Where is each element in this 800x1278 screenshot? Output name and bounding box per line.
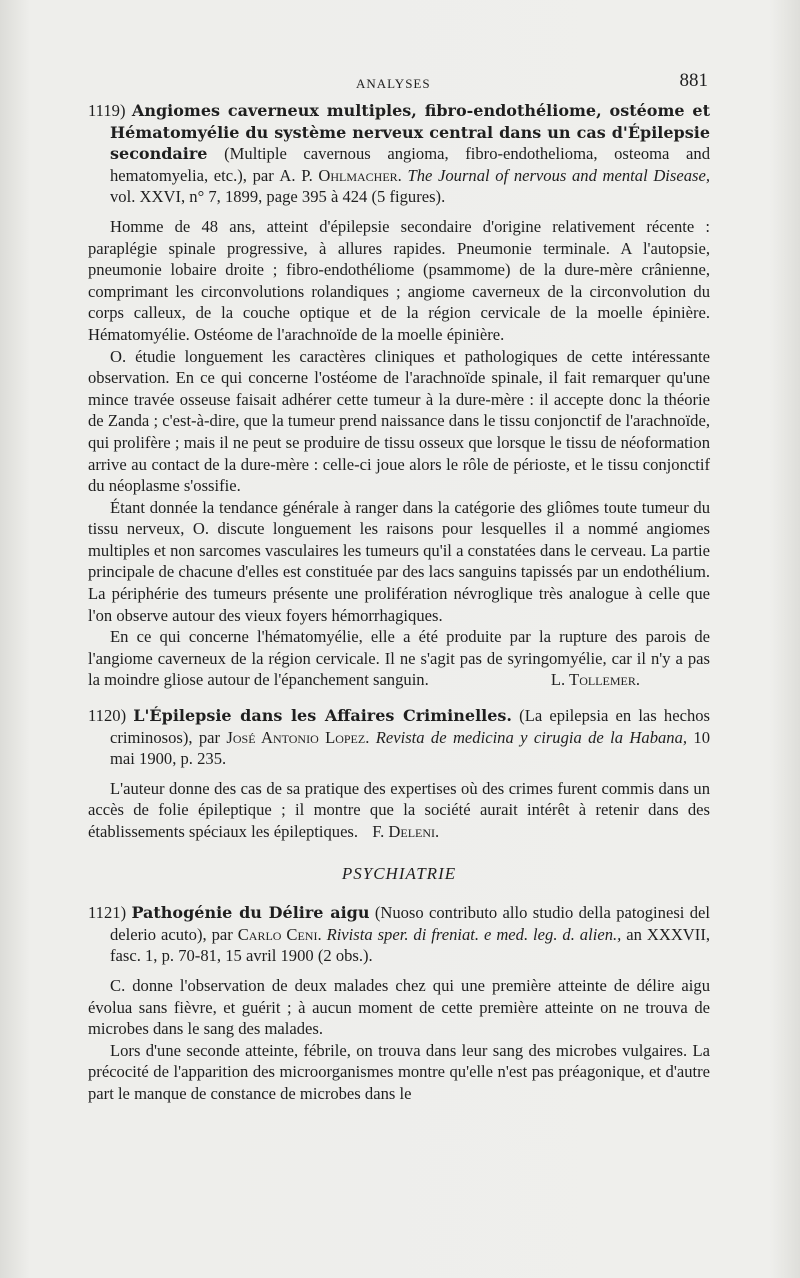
- page-body: [88, 100, 710, 1117]
- entry-number: 1121): [88, 903, 127, 923]
- page-number: 881: [679, 70, 708, 91]
- signature: F. Deleni.: [372, 822, 440, 841]
- entry-journal: Revista de medicina y cirugia de la Habana,: [375, 727, 688, 747]
- entry-1120: [88, 705, 710, 843]
- entry-1119: [88, 100, 710, 691]
- entry-author: A. P. Ohlmacher.: [279, 165, 402, 185]
- running-title: ANALYSES: [356, 76, 431, 91]
- paragraph: Homme de 48 ans, atteint d'épilepsie secondaire d'origine relativement récente : paraplégie spinale progressive, à allures rapides. Pneumonie terminale. A l'autopsie, pneumonie lobaire droite ; fibro-endothéliome (psammome) de la dure-mère crânienne, comprimant les circonvolutions rolandiques ; angiome caverneux de la circonvolution du corps calleux, de la couche optique et de la région cervicale de la moelle épinière. Hématomyélie. Ostéome de l'arachnoïde de la moelle épinière.: [88, 216, 710, 344]
- entry-journal: The Journal of nervous and mental Disease,: [407, 165, 710, 185]
- entry-1121: [88, 902, 710, 1104]
- paragraph-text: En ce qui concerne l'hématomyélie, elle a été produite par la rupture des parois de l'angiome caverneux de la région cervicale. Il ne s'agit pas de syringomyélie, car il n'y a pas la moindre gliose autour de l'épanchement sanguin.: [88, 627, 710, 690]
- entry-title: Pathogénie du Délire aigu: [131, 903, 370, 923]
- entry-subtitle: (Multiple cavernous angioma, fibro-endothelioma, osteoma and hematomyelia, etc.), par: [110, 144, 711, 185]
- paragraph: C. donne l'observation de deux malades chez qui une première atteinte de délire aigu évolua sans fièvre, et guérit ; à aucun moment de cette première atteinte on ne trouva de microbes dans le sang des malades.: [88, 975, 710, 1039]
- running-head: [88, 70, 708, 100]
- paragraph: Lors d'une seconde atteinte, fébrile, on trouva dans leur sang des microbes vulgaires. La précocité de l'apparition des microorganismes montre qu'elle n'est pas préagonique, et d'autre part le manque de constance de microbes dans le: [88, 1040, 710, 1103]
- entry-title: Angiomes caverneux multiples, fibro-endothéliome, ostéome et Hématomyélie du système nerveux central dans un cas d'Épilepsie secondaire: [110, 101, 710, 164]
- entry-author: Carlo Ceni.: [237, 924, 322, 944]
- entry-subtitle: (Nuoso contributo allo studio della patoginesi del delerio acuto), par: [110, 903, 710, 944]
- paragraph: [88, 626, 710, 691]
- paragraph-text: L'auteur donne des cas de sa pratique des expertises où des crimes furent commis dans un accès de folie épileptique ; il montre que la société aurait intérêt à retenir dans des établissements spéciaux les épileptiques.: [88, 778, 710, 841]
- entry-citation: vol. XXVI, n° 7, 1899, page 395 à 424 (5 figures).: [110, 187, 446, 207]
- paragraph: Étant donnée la tendance générale à ranger dans la catégorie des gliômes toute tumeur du tissu nerveux, O. discute longuement les raisons pour lesquelles il a nommé angiomes multiples et non sarcomes vasculaires les tumeurs qu'il a constatées dans le cerveau. La partie principale de chacune d'elles est constituée par des lacs sanguins tapissés par un endothélium. La périphérie des tumeurs présente une prolifération névroglique très analogue à celle que l'on observe autour des vieux foyers hémorrhagiques.: [88, 497, 710, 625]
- entry-number: 1119): [88, 101, 126, 120]
- entry-journal: Rivista sper. di freniat. e med. leg. d. alien.,: [326, 924, 622, 944]
- entry-subtitle: (La epilepsia en las hechos criminosos), par: [110, 706, 710, 747]
- entry-citation: an XXXVII, fasc. 1, p. 70-81, 15 avril 1900 (2 obs.).: [110, 924, 710, 966]
- signature: L. Tollemer.: [550, 670, 640, 690]
- entry-citation: 10 mai 1900, p. 235.: [110, 727, 710, 769]
- entry-heading: [88, 100, 710, 208]
- paragraph: O. étudie longuement les caractères cliniques et pathologiques de cette intéressante observation. En ce qui concerne l'ostéome de l'arachnoïde spinale, il fait remarquer qu'une mince travée osseuse faisait adhérer cette tumeur à la dure-mère : il accepte donc la théorie de Zanda ; c'est-à-dire, que la tumeur prend naissance dans le tissu conjonctif de l'arachnoïde, qui prolifère ; mais il ne peut se produire de tissu osseux que lorsque le tissu de néoformation arrive au contact de la dure-mère : celle-ci joue alors le rôle de périoste, et le tissu conjonctif du néoplasme s'ossifie.: [88, 346, 710, 496]
- section-title: PSYCHIATRIE: [341, 863, 457, 883]
- entry-author: José Antonio Lopez.: [226, 727, 370, 747]
- entry-heading: [88, 705, 710, 770]
- paragraph: [88, 778, 710, 843]
- entry-title: L'Épilepsie dans les Affaires Criminelles.: [133, 706, 512, 726]
- entry-heading: [88, 902, 710, 967]
- entry-number: 1120): [88, 706, 127, 726]
